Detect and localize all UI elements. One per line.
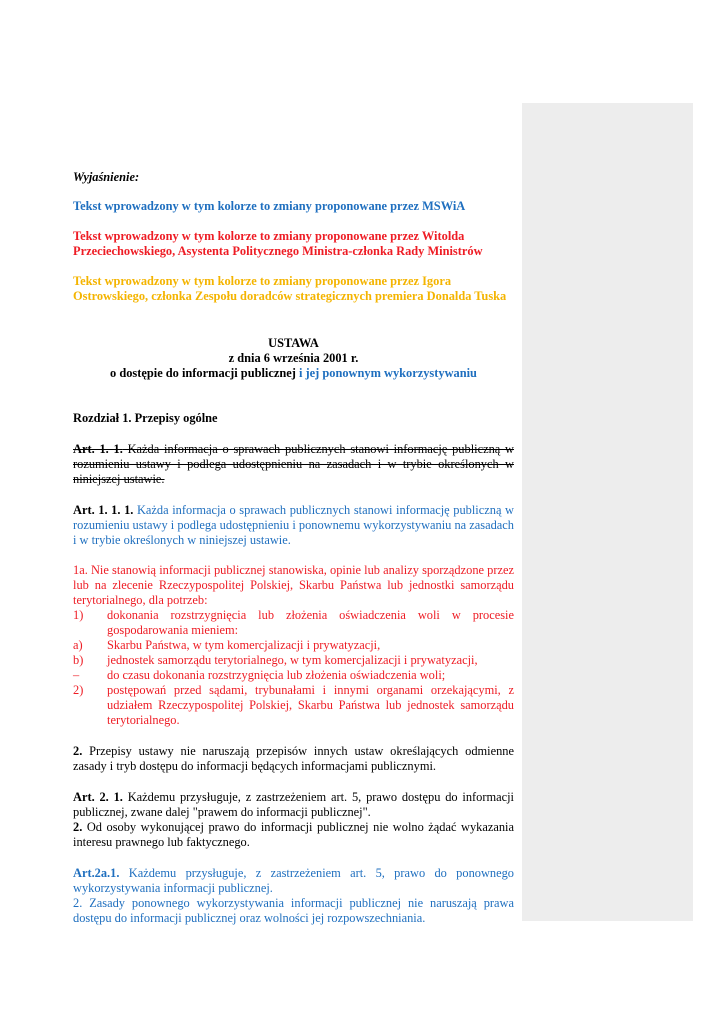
art2a-paragraph-1: Art.2a.1. Każdemu przysługuje, z zastrzeżeniem art. 5, prawo do ponownego wykorzystywania informacji publicznej. [73, 866, 514, 895]
list-item: a) Skarbu Państwa, w tym komercjalizacji i prywatyzacji, [73, 638, 381, 652]
act-title-line2: z dnia 6 września 2001 r. [228, 351, 359, 365]
list-item: 2) postępowań przed sądami, trybunałami i innymi organami orzekającymi, z udziałem Rzeczypospolitej Polskiej, Skarbu Państwa lub jednostek samorządu terytorialnego. [73, 683, 514, 727]
chapter-heading: Rozdział 1. Przepisy ogólne [73, 411, 218, 425]
art1-deleted: Art. 1. 1. Każda informacja o sprawach publicznych stanowi informację publiczną w rozumieniu ustawy i podlega udostępnieniu na zasadach i w trybie określonych w niniejszej ustawie. [73, 442, 515, 486]
art1-paragraph-1a [73, 563, 514, 728]
blue-change-note: Tekst wprowadzony w tym kolorze to zmiany proponowane przez MSWiA [73, 199, 466, 213]
art2-paragraph-1: Art. 2. 1. Każdemu przysługuje, z zastrzeżeniem art. 5, prawo dostępu do informacji publicznej, zwane dalej "prawem do informacji publicznej". [73, 790, 515, 819]
red-change-note: Tekst wprowadzony w tym kolorze to zmiany proponowane przez Witolda Przeciechowskiego, Asystenta Politycznego Ministra-członka Rady Ministrów [73, 229, 483, 258]
document-body [73, 170, 514, 926]
art2a [73, 866, 514, 926]
art2 [73, 790, 514, 850]
art2a-paragraph-2: 2. Zasady ponownego wykorzystywania informacji publicznej nie naruszają prawa dostępu do informacji publicznej oraz wolności jej rozpowszechniania. [73, 896, 514, 925]
act-title-line3-addition: i jej ponownym wykorzystywaniu [295, 366, 477, 380]
act-title [73, 336, 514, 381]
comment-pane [522, 103, 693, 921]
art1-paragraph-2: 2. Przepisy ustawy nie naruszają przepisów innych ustaw określających odmienne zasady i tryb dostępu do informacji będących informacjami publicznymi. [73, 744, 514, 773]
act-title-line1: USTAWA [268, 336, 319, 350]
explanation-heading: Wyjaśnienie: [73, 170, 140, 184]
list-item: – do czasu dokonania rozstrzygnięcia lub złożenia oświadczenia woli; [73, 668, 446, 682]
act-title-line3: o dostępie do informacji publicznej [110, 366, 296, 380]
orange-change-note: Tekst wprowadzony w tym kolorze to zmiany proponowane przez Igora Ostrowskiego, członka Zespołu doradców strategicznych premiera Donalda Tuska [73, 274, 507, 303]
list-item: b) jednostek samorządu terytorialnego, w tym komercjalizacji i prywatyzacji, [73, 653, 478, 667]
art1-1a-intro: 1a. Nie stanowią informacji publicznej stanowiska, opinie lub analizy sporządzone przez lub na zlecenie Rzeczypospolitej Polskiej, Skarbu Państwa lub jednostki samorządu terytorialnego, dla potrzeb: [73, 563, 514, 607]
list-item: 1) dokonania rozstrzygnięcia lub złożenia oświadczenia woli w procesie gospodarowania mieniem: [73, 608, 514, 637]
art2-paragraph-2: 2. Od osoby wykonującej prawo do informacji publicznej nie wolno żądać wykazania interesu prawnego lub faktycznego. [73, 820, 514, 849]
art1-amended: Art. 1. 1. 1. Każda informacja o sprawach publicznych stanowi informację publiczną w rozumieniu ustawy i podlega udostępnieniu i ponownemu wykorzystywaniu na zasadach i w trybie określonych w niniejszej ustawie. [73, 503, 515, 547]
